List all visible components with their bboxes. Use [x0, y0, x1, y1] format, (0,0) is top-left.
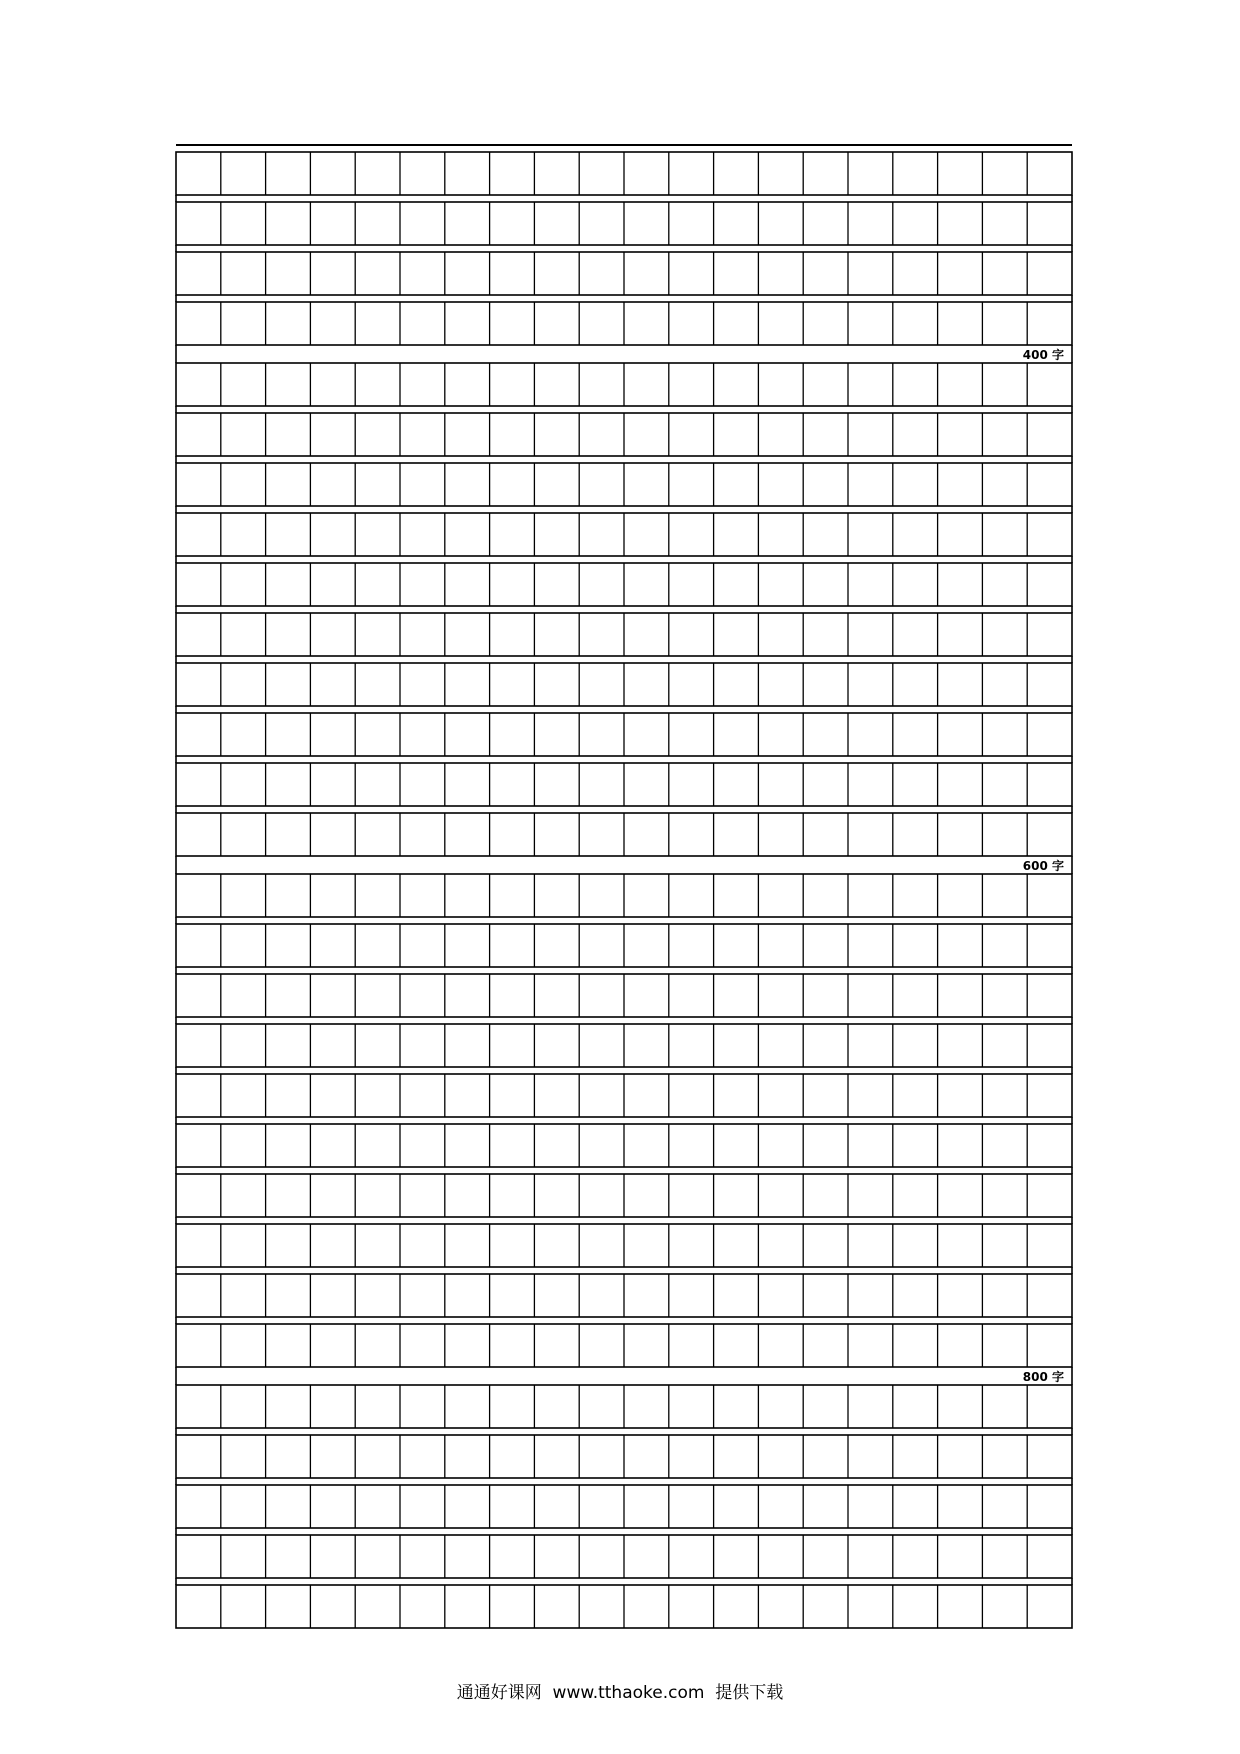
- footer-source-text: 通通好课网 www.tthaoke.com 提供下载: [456, 1683, 784, 1703]
- word-count-marker: 600 字: [1022, 859, 1064, 873]
- grid-row: [176, 1024, 1072, 1067]
- grid-row: [176, 1485, 1072, 1528]
- word-count-marker: 800 字: [1022, 1370, 1064, 1384]
- grid-row: [176, 1274, 1072, 1317]
- grid-row: [176, 874, 1072, 917]
- grid-row: [176, 152, 1072, 195]
- grid-row: [176, 563, 1072, 606]
- grid-row: [176, 463, 1072, 506]
- grid-row: [176, 1224, 1072, 1267]
- grid-row: [176, 1385, 1072, 1428]
- grid-row: [176, 1174, 1072, 1217]
- grid-row: [176, 1324, 1072, 1367]
- grid-row: [176, 513, 1072, 556]
- grid-row: [176, 413, 1072, 456]
- grid-row: [176, 202, 1072, 245]
- grid-row: [176, 1435, 1072, 1478]
- grid-row: [176, 1535, 1072, 1578]
- word-count-marker: 400 字: [1022, 348, 1064, 362]
- grid-row: [176, 763, 1072, 806]
- grid-row: [176, 924, 1072, 967]
- grid-row: [176, 813, 1072, 856]
- grid-row: [176, 663, 1072, 706]
- grid-row: [176, 974, 1072, 1017]
- grid-row: [176, 363, 1072, 406]
- grid-row: [176, 1585, 1072, 1628]
- grid-row: [176, 613, 1072, 656]
- grid-row: [176, 1124, 1072, 1167]
- grid-row: [176, 713, 1072, 756]
- grid-row: [176, 302, 1072, 345]
- grid-row: [176, 252, 1072, 295]
- grid-row: [176, 1074, 1072, 1117]
